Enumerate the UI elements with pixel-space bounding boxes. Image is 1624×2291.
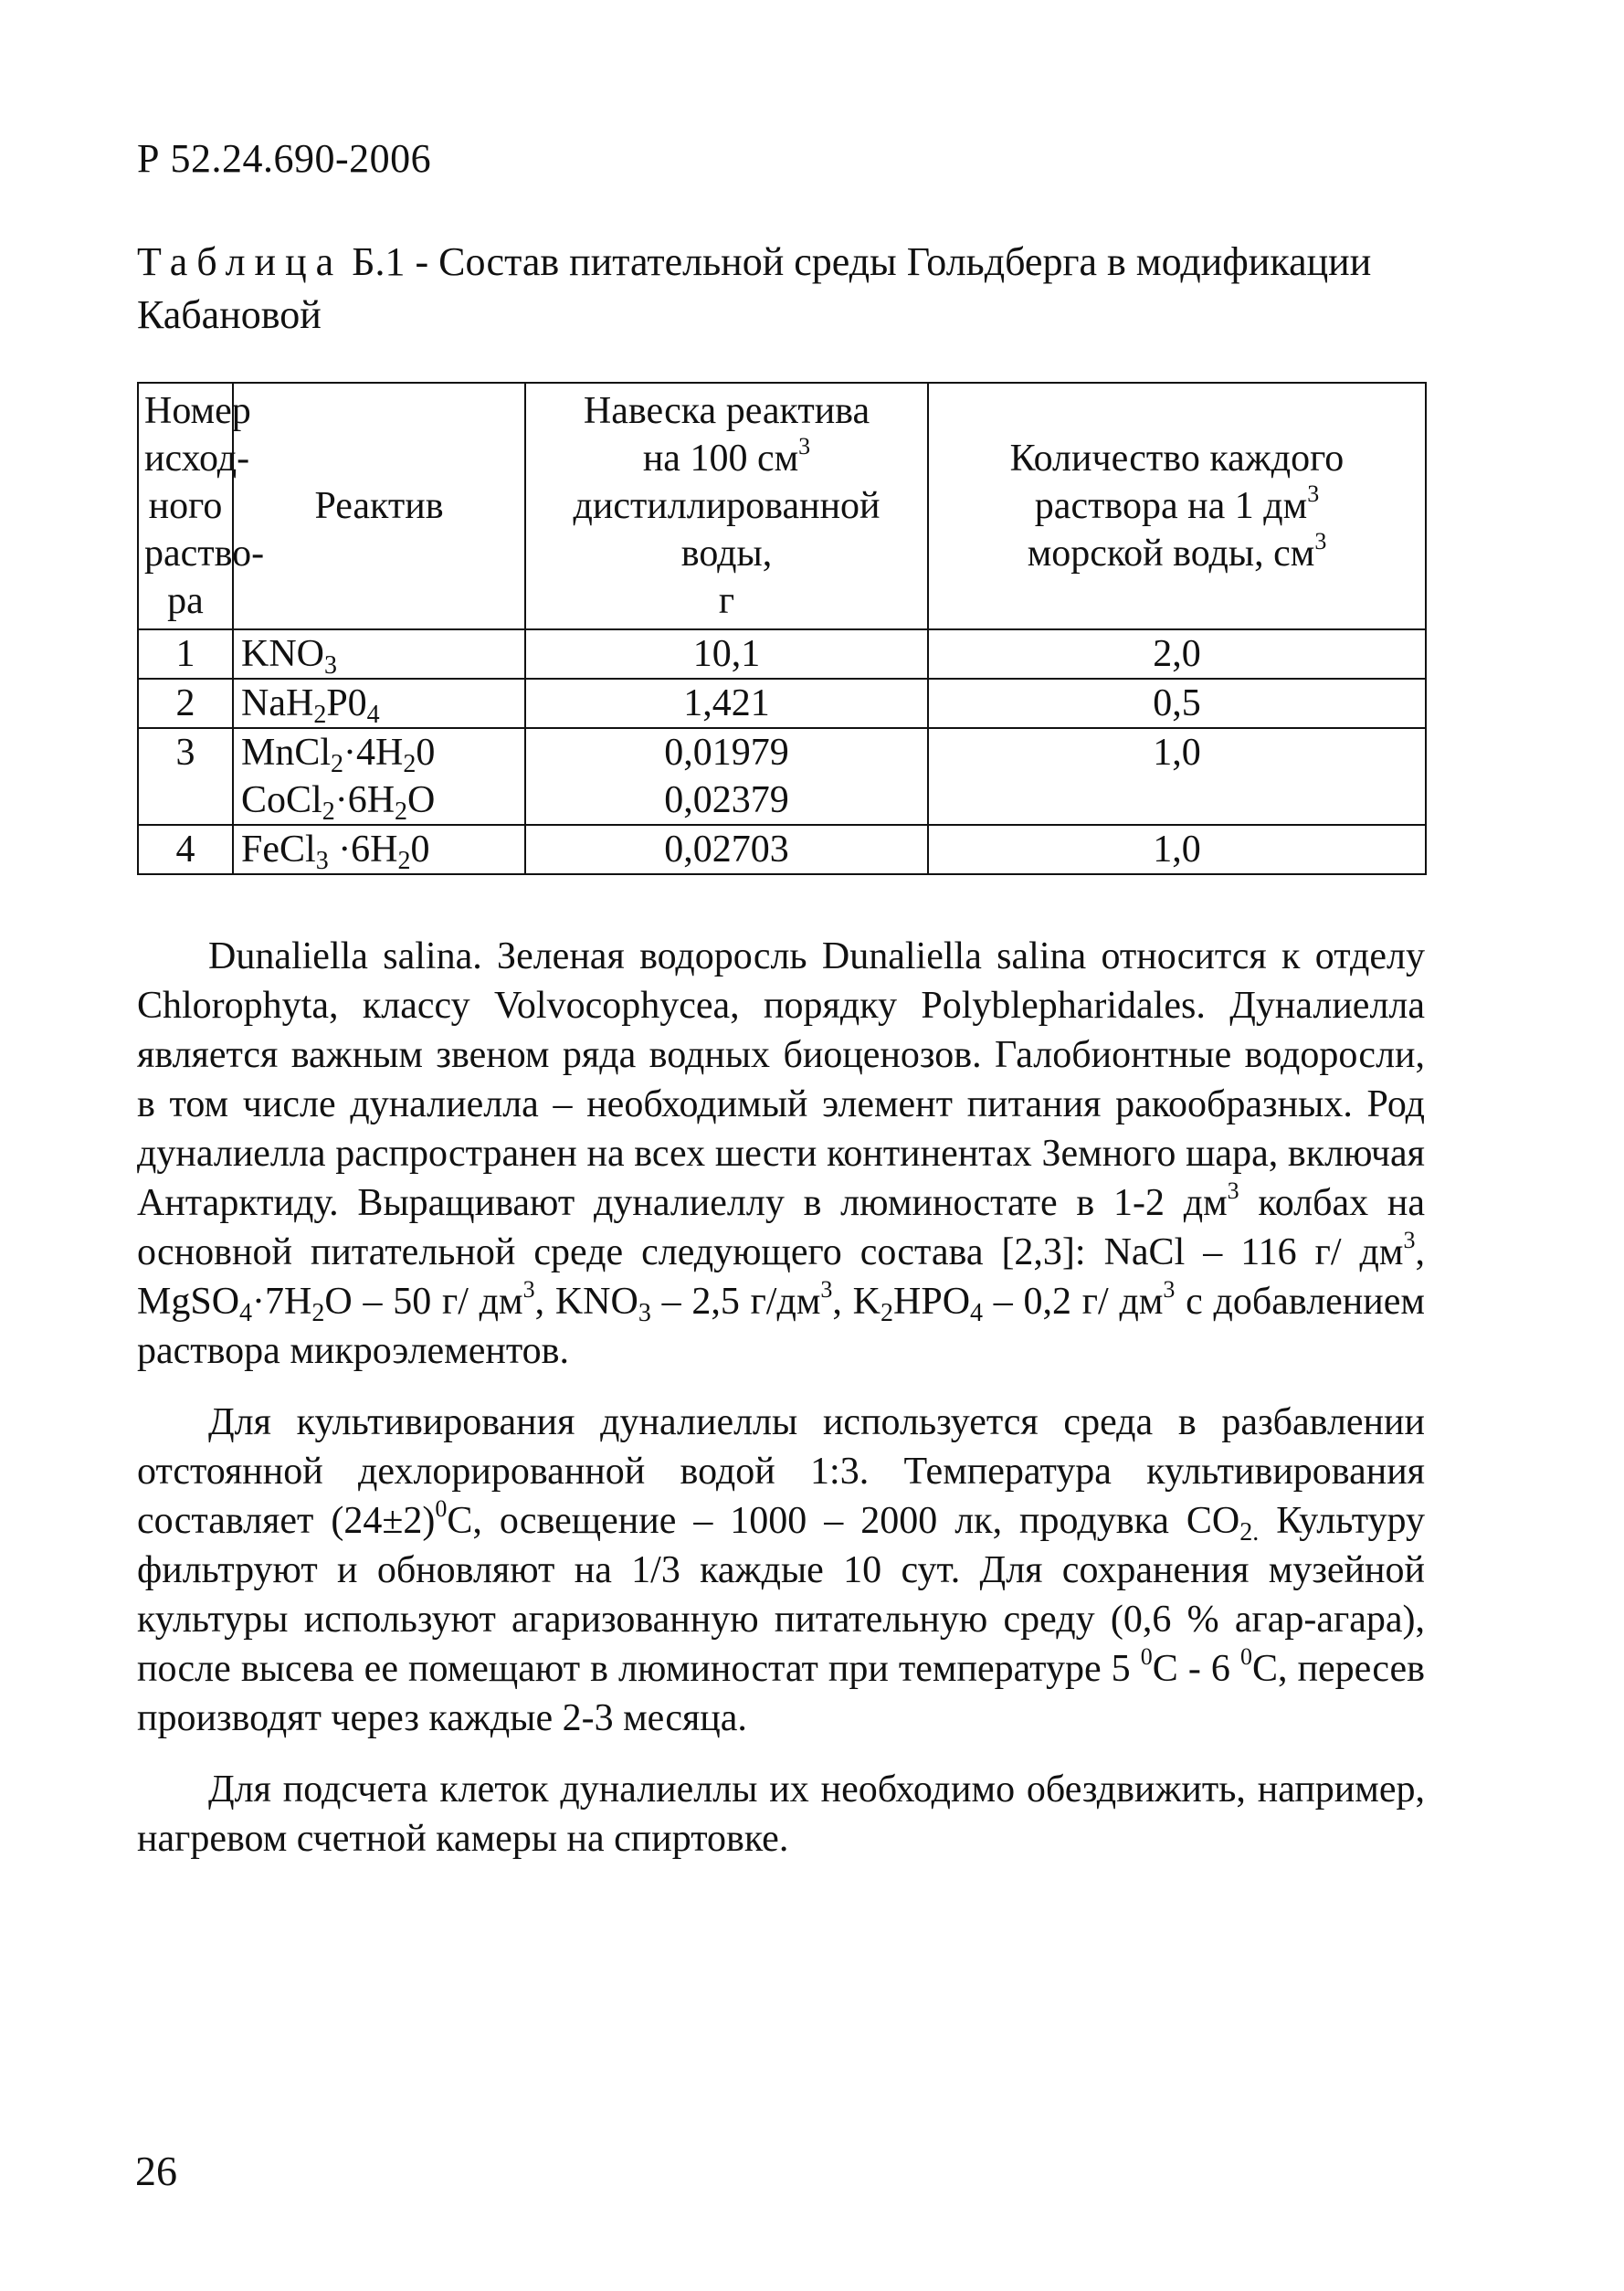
table-row [138,825,1426,874]
cell-volume: 1,0 [928,825,1426,874]
document-code: Р 52.24.690-2006 [137,136,432,181]
table-caption [137,236,1425,342]
cell-mass: 1,421 [525,679,928,728]
paragraph-cultivation: Для культивирования дуналиеллы используется среда в разбавлении отстоянной дехлорированной водой 1:3. Температура культивирования составляет $(24\pm 2)^0С$, освещение – 1000 – 2000 лк, продувка $CO_{2.}$ Культуру фильтруют и обновляют на 1/3 каждые 10 сут. Для сохранения музейной культуры используют агаризованную питательную среду (0,6 % агар-агара), после высева ее помещают в люминостат при температуре 5 $^0$С - 6 $^0$С, пересев производят через каждые 2-3 месяца. [137,1401,1426,1739]
cell-number: 1 [138,629,233,679]
paragraph-dunaliella: Dunaliella salina. Зеленая водоросль Dunaliella salina относится к отделу Chlorophyta, классу Volvocophycea, порядку Polyblepharidales. Дуналиелла является важным звеном ряда водных биоценозов. Галобионтные водоросли, в том числе дуналиелла – необходимый элемент питания ракообразных. Род дуналиелла распространен на всех шести континентах Земного шара, включая Антарктиду. Выращивают дуналиеллу в люминостате в 1-2 $дм^3$ колбах на основной питательной среде следующего состава [2,3]: NaCl – 116 г/ $дм^3$, $MgSO_4\cdot 7H_2O - 50$ г/ $дм^3$, $KNO_3 - 2,5$ $г/дм^3$, $K_2HPO_4 - 0,2$ г/ $дм^3$ с добавлением раствора микроэлементов. [137,935,1425,1372]
cell-volume: 0,5 [928,679,1426,728]
table-caption-text: Б.1 - Состав питательной среды Гольдберга в модификации Кабановой [137,239,1372,337]
cell-number: 3 [138,728,233,825]
paragraph-counting: Для подсчета клеток дуналиеллы их необходимо обездвижить, например, нагревом счетной камеры на спиртовке. [137,1768,1425,1860]
cell-volume: 2,0 [928,629,1426,679]
cell-mass: 0,02703 [525,825,928,874]
table-caption-label: Таблица [137,239,343,284]
body-text [137,932,1425,1885]
table-row [138,629,1426,679]
cell-mass: 10,1 [525,629,928,679]
cell-reagent: $KNO_3$ [233,629,525,679]
cell-reagent: $MnCl_2\cdot 4H_20$ $CoCl_2\cdot 6H_2O$ [233,728,525,825]
header-solution-volume: Количество каждого раствора на 1 $дм^3$ морской воды, $см^3$ [928,383,1426,629]
table-header-row [138,383,1426,629]
header-solution-number: Номер исход- ного раство- ра [138,383,233,629]
cell-number: 2 [138,679,233,728]
cell-reagent: $NaH_2P0_4$ [233,679,525,728]
cell-number: 4 [138,825,233,874]
cell-reagent: FeCl$_3$ $\cdot 6H_20$ [233,825,525,874]
cell-mass: 0,01979 0,02379 [525,728,928,825]
cell-volume: 1,0 [928,728,1426,825]
header-reagent-mass: Навеска реактива на 100 $см^3$ дистиллированной воды, г [525,383,928,629]
header-reagent: Реактив [233,383,525,629]
reagents-table [137,382,1427,875]
table-row [138,679,1426,728]
page-number: 26 [135,2148,177,2194]
table-row [138,728,1426,825]
